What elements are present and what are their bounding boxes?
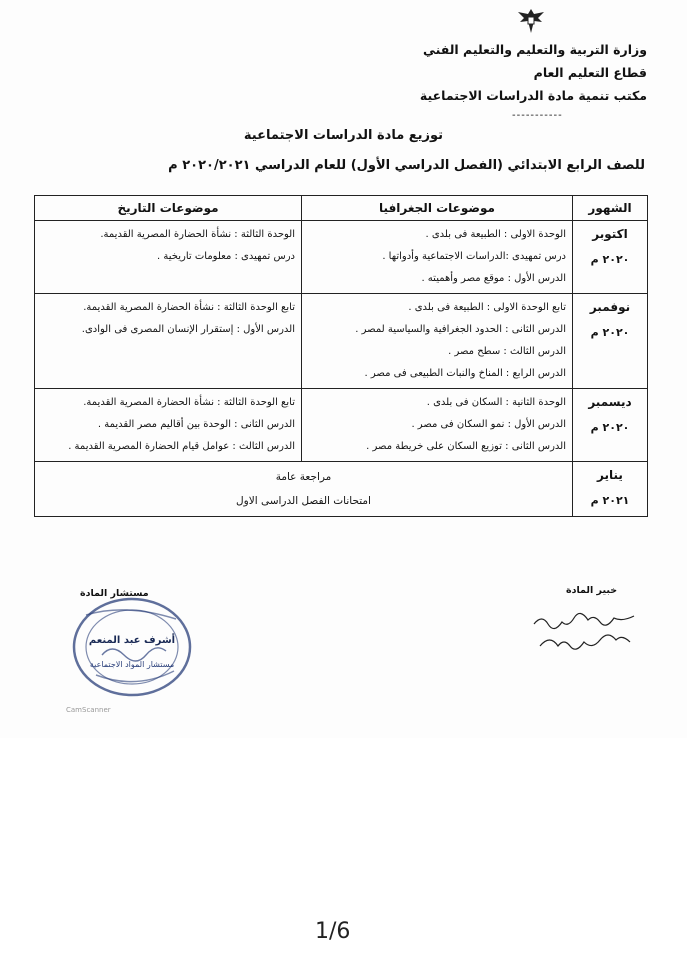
header-separator: ----------- (512, 110, 563, 121)
month-name: يناير (597, 468, 623, 482)
expert-label: خبير المادة (566, 585, 618, 596)
office-name: مكتب تنمية مادة الدراسات الاجتماعية (419, 88, 647, 103)
topic-line: الوحدة الاولى : الطبيعة فى بلدى . (425, 229, 566, 240)
stamp-text: مستشار المواد الاجتماعية (89, 660, 175, 669)
month-name: نوفمبر (589, 300, 631, 314)
month-name: ديسمبر (588, 395, 632, 409)
table-row (35, 221, 648, 294)
stamp-name: أشرف عبد المنعم (88, 635, 176, 646)
topic-line: الدرس الأول : نمو السكان فى مصر . (411, 419, 566, 430)
geography-cell (302, 294, 573, 389)
table-row (35, 389, 648, 462)
handwritten-signatures-icon (530, 610, 640, 660)
topic-line: الدرس الثالث : سطح مصر . (448, 346, 566, 357)
topic-line: الدرس الثالث : عوامل قيام الحضارة المصرية القديمة . (68, 441, 295, 452)
month-cell (573, 294, 648, 389)
advisor-label: مستشار المادة (80, 588, 149, 599)
table-header-row (35, 196, 648, 221)
page-number: 1/6 (315, 919, 351, 944)
geography-cell (302, 389, 573, 462)
month-year: ٢٠٢٠ م (590, 253, 630, 266)
history-cell (35, 221, 302, 294)
ministry-name: وزارة التربية والتعليم والتعليم الفني (422, 42, 647, 57)
topic-line: الوحدة الثانية : السكان فى بلدى . (426, 397, 566, 408)
month-cell (573, 221, 648, 294)
topic-line: درس تمهيدى :الدراسات الاجتماعية وأدواتها . (382, 251, 566, 262)
topic-line: الوحدة الثالثة : نشأة الحضارة المصرية القديمة. (100, 229, 295, 240)
egypt-eagle-emblem-icon (514, 6, 548, 36)
distribution-table (34, 195, 648, 517)
month-name: اكتوبر (592, 227, 628, 241)
ministry-header (420, 38, 647, 107)
topic-line: الدرس الثانى : توزيع السكان على خريطة مصر . (366, 441, 566, 452)
document-title: توزيع مادة الدراسات الاجتماعية (243, 128, 444, 143)
history-cell (35, 389, 302, 462)
month-year: ٢٠٢٠ م (590, 421, 630, 434)
topic-line: الدرس الثانى : الحدود الجغرافية والسياسية لمصر . (355, 324, 566, 335)
geography-cell (302, 221, 573, 294)
topic-line: تابع الوحدة الثالثة : نشأة الحضارة المصرية القديمة. (83, 397, 295, 408)
official-stamp-icon (66, 585, 198, 705)
month-year: ٢٠٢٠ م (590, 326, 630, 339)
history-header: موضوعات التاريخ (35, 196, 302, 221)
topic-line: الدرس الأول : موقع مصر وأهميته . (421, 273, 566, 284)
sector-name: قطاع التعليم العام (533, 65, 647, 80)
document-subtitle: للصف الرابع الابتدائي (الفصل الدراسي الأول) للعام الدراسي ٢٠٢٠/٢٠٢١ م (168, 158, 645, 173)
table-row (35, 462, 648, 517)
month-cell (573, 462, 648, 517)
scanner-watermark: CamScanner (66, 706, 111, 714)
history-cell (35, 294, 302, 389)
month-year: ٢٠٢١ م (590, 494, 630, 507)
topic-line: الدرس الثانى : الوحدة بين أقاليم مصر القديمة . (97, 419, 295, 430)
topic-line: الدرس الرابع : المناخ والنبات الطبيعى فى مصر . (364, 368, 566, 379)
review-cell (35, 462, 573, 517)
months-header: الشهور (573, 196, 648, 221)
review-line: امتحانات الفصل الدراسى الاول (236, 495, 371, 507)
month-cell (573, 389, 648, 462)
topic-line: درس تمهيدى : معلومات تاريخية . (157, 251, 295, 262)
topic-line: الدرس الأول : إستقرار الإنسان المصرى فى الوادى. (81, 324, 295, 335)
topic-line: تابع الوحدة الاولى : الطبيعة فى بلدى . (408, 302, 566, 313)
table-row (35, 294, 648, 389)
geography-header: موضوعات الجغرافيا (302, 196, 573, 221)
topic-line: تابع الوحدة الثالثة : نشأة الحضارة المصرية القديمة. (83, 302, 295, 313)
review-line: مراجعة عامة (275, 471, 332, 483)
